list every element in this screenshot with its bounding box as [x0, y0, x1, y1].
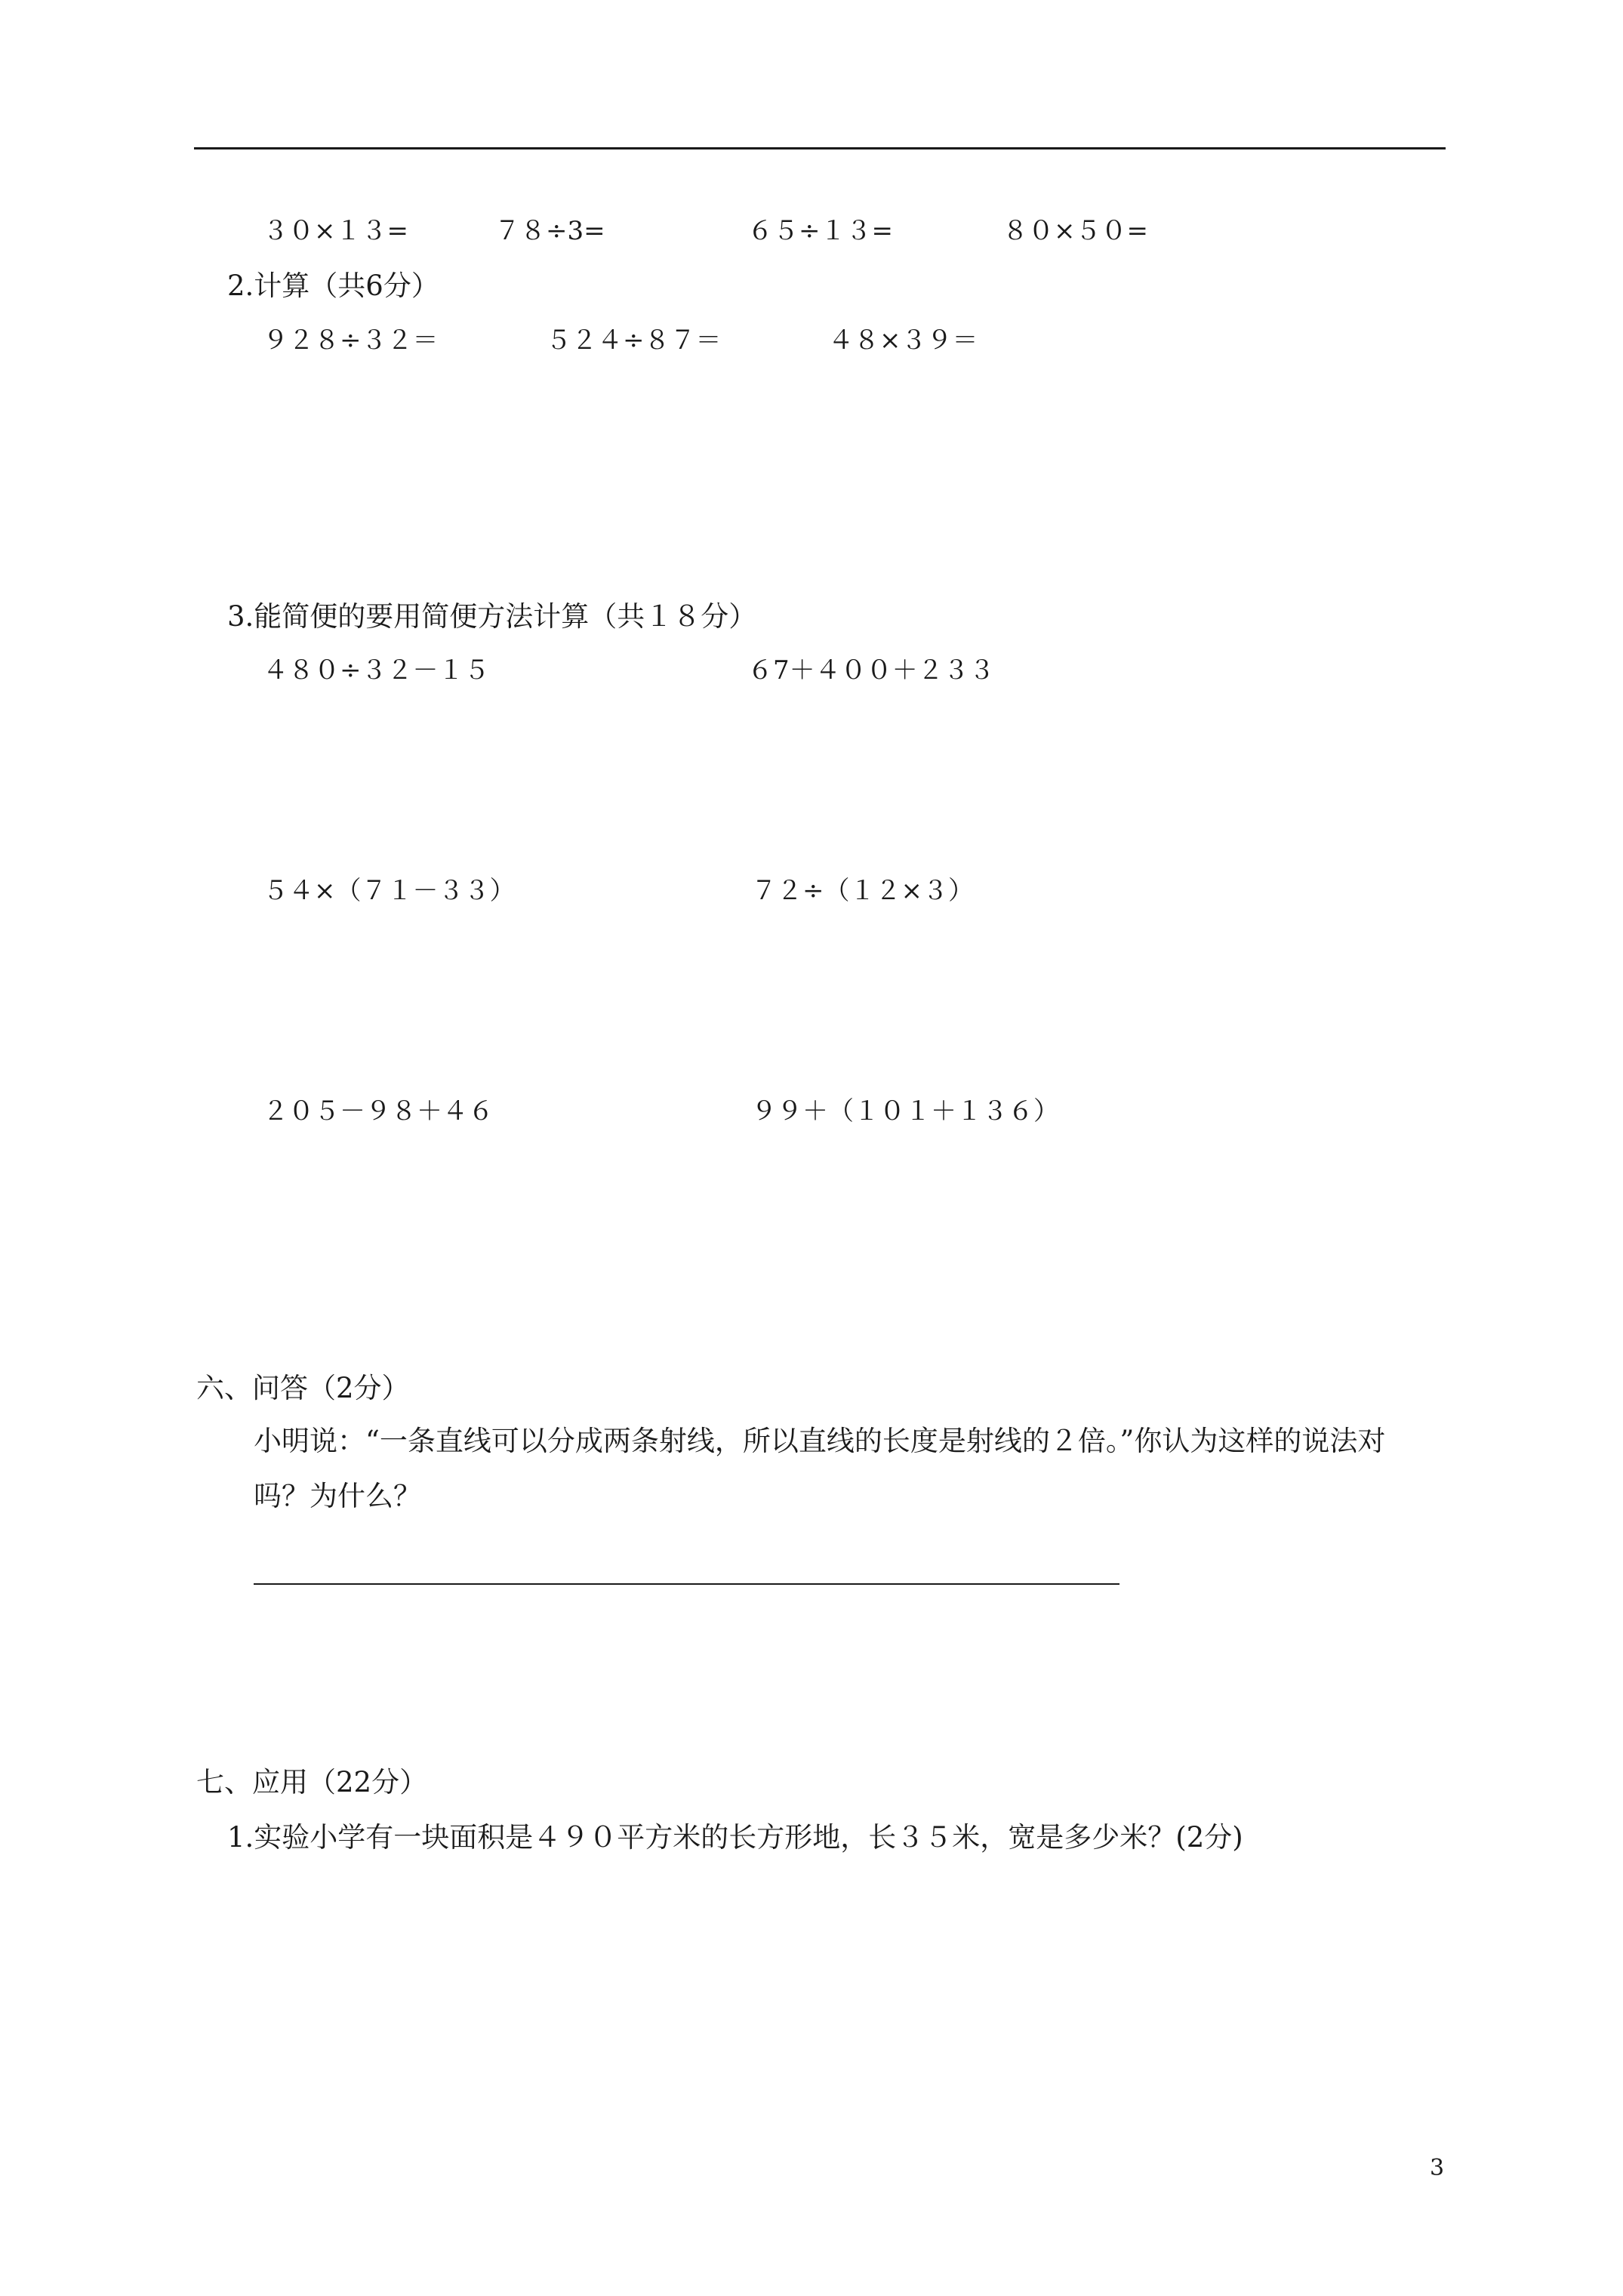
question-7-1: 1.实验小学有一块面积是４９０平方米的长方形地，长３５米，宽是多少米？(2分) — [227, 1821, 1243, 1854]
section-2-title: 2.计算（共6分） — [227, 270, 439, 302]
problem-80x50: ８０×５０= — [1002, 216, 1148, 246]
answer-line[interactable] — [254, 1583, 1119, 1585]
question-6-line1: 小明说：“一条直线可以分成两条射线，所以直线的长度是射线的２倍。”你认为这样的说法对 — [254, 1425, 1386, 1457]
problem-78div3: ７８÷3= — [494, 216, 605, 246]
problem-3-2: ６7＋４００＋２３３ — [747, 655, 995, 686]
problem-3-4: ７２÷（１２×３） — [751, 876, 974, 906]
problem-3-6: ９９＋（１０１＋１３６） — [751, 1096, 1059, 1126]
page-number: 3 — [1430, 2155, 1445, 2181]
question-6-line2: 吗？为什么？ — [254, 1480, 421, 1512]
section-3-title: 3.能简便的要用简便方法计算（共１８分） — [227, 600, 757, 633]
problem-3-3: ５４×（７１－３３） — [263, 876, 516, 906]
problem-928div32: ９２８÷３２＝ — [263, 325, 439, 356]
problem-48x39: ４８×３９＝ — [828, 325, 978, 356]
header-rule — [194, 147, 1446, 149]
problem-3-1: ４８０÷３２－１５ — [263, 655, 490, 686]
problem-3-5: ２０５－９８＋４６ — [263, 1096, 494, 1126]
section-7-title: 七、应用（22分） — [196, 1766, 428, 1798]
section-6-title: 六、问答（2分） — [196, 1372, 410, 1404]
problem-30x13: ３０×１３= — [263, 216, 408, 246]
problem-524div87: ５２４÷８７＝ — [546, 325, 722, 356]
problem-65div13: ６５÷１３= — [747, 216, 893, 246]
